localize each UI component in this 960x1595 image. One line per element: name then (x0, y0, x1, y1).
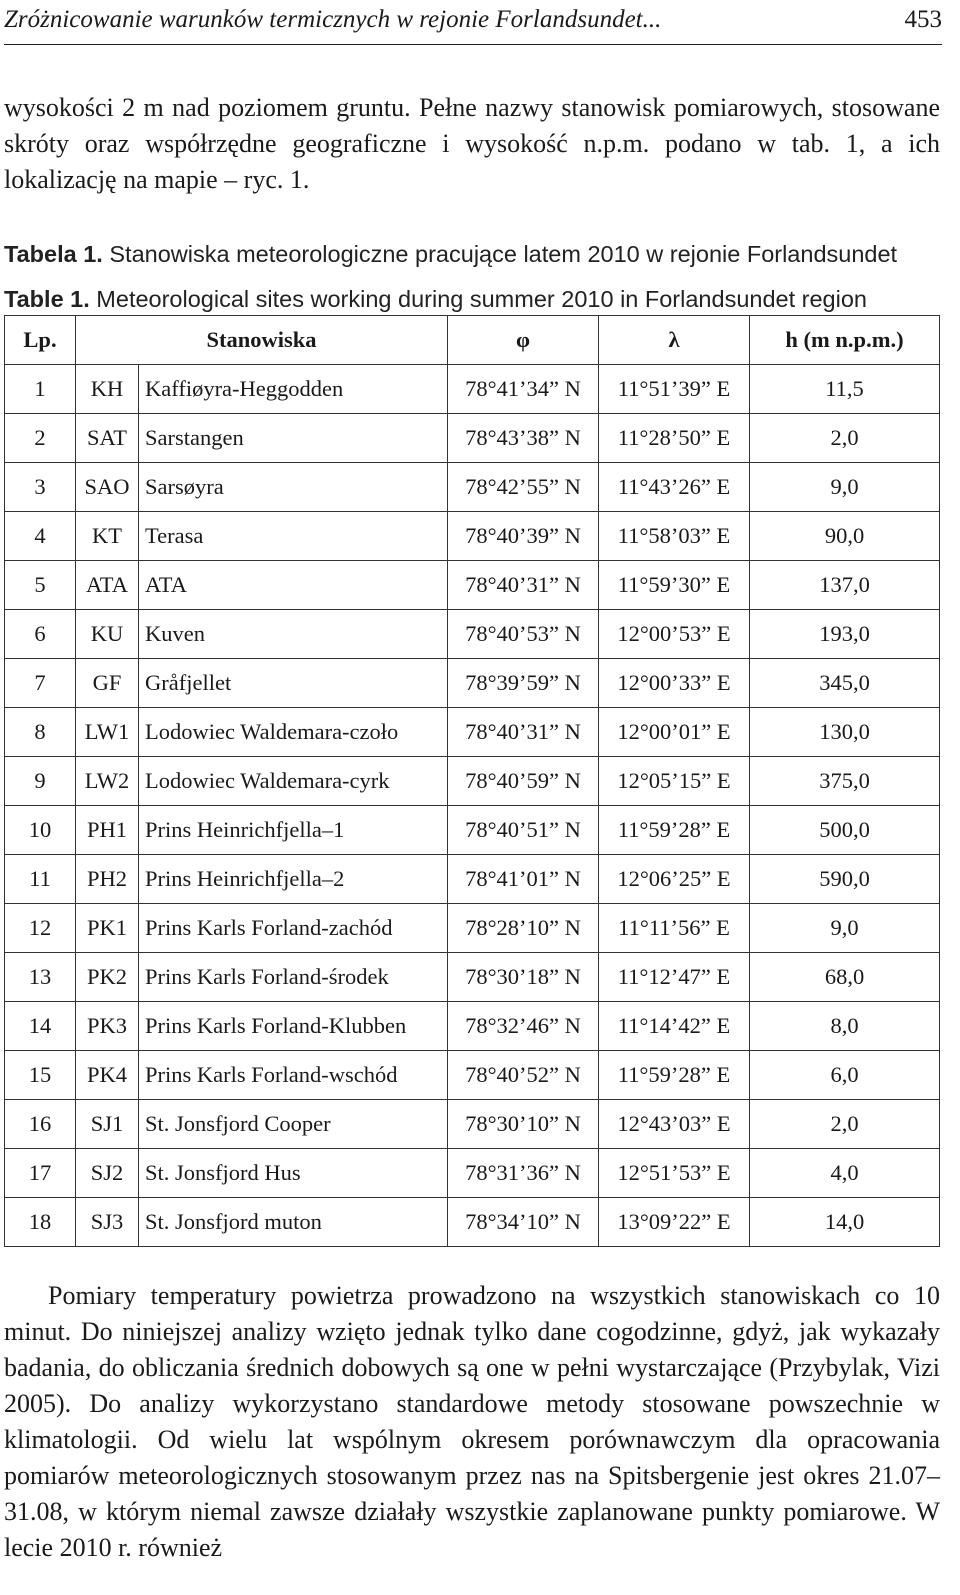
cell-station-name: St. Jonsfjord muton (139, 1198, 448, 1247)
cell-station-name: Gråfjellet (139, 659, 448, 708)
header-divider (4, 44, 942, 45)
header-longitude: λ (599, 316, 750, 365)
cell-latitude: 78°30’18” N (448, 953, 599, 1002)
cell-longitude: 12°51’53” E (599, 1149, 750, 1198)
cell-longitude: 11°28’50” E (599, 414, 750, 463)
header-height: h (m n.p.m.) (750, 316, 940, 365)
caption-english-label: Table 1. (4, 286, 90, 312)
cell-latitude: 78°42’55” N (448, 463, 599, 512)
cell-lp: 2 (5, 414, 76, 463)
cell-abbreviation: PK2 (76, 953, 139, 1002)
cell-lp: 14 (5, 1002, 76, 1051)
cell-latitude: 78°39’59” N (448, 659, 599, 708)
cell-abbreviation: GF (76, 659, 139, 708)
table-row (5, 365, 940, 414)
cell-latitude: 78°34’10” N (448, 1198, 599, 1247)
table-row (5, 414, 940, 463)
table-header (5, 316, 940, 365)
cell-height: 9,0 (750, 463, 940, 512)
cell-longitude: 12°00’33” E (599, 659, 750, 708)
cell-station-name: Kaffiøyra-Heggodden (139, 365, 448, 414)
cell-latitude: 78°32’46” N (448, 1002, 599, 1051)
cell-height: 68,0 (750, 953, 940, 1002)
header-stations: Stanowiska (76, 316, 448, 365)
caption-polish-label: Tabela 1. (4, 241, 103, 267)
cell-lp: 16 (5, 1100, 76, 1149)
cell-longitude: 11°14’42” E (599, 1002, 750, 1051)
table-row (5, 855, 940, 904)
cell-longitude: 11°58’03” E (599, 512, 750, 561)
cell-station-name: Prins Karls Forland-wschód (139, 1051, 448, 1100)
cell-latitude: 78°40’39” N (448, 512, 599, 561)
cell-longitude: 11°43’26” E (599, 463, 750, 512)
cell-lp: 15 (5, 1051, 76, 1100)
cell-latitude: 78°30’10” N (448, 1100, 599, 1149)
cell-abbreviation: PK4 (76, 1051, 139, 1100)
cell-lp: 3 (5, 463, 76, 512)
cell-longitude: 11°59’28” E (599, 1051, 750, 1100)
cell-station-name: Prins Heinrichfjella–2 (139, 855, 448, 904)
cell-station-name: Sarsøyra (139, 463, 448, 512)
cell-latitude: 78°40’31” N (448, 708, 599, 757)
cell-height: 137,0 (750, 561, 940, 610)
cell-abbreviation: PK1 (76, 904, 139, 953)
cell-station-name: Prins Karls Forland-zachód (139, 904, 448, 953)
cell-abbreviation: LW1 (76, 708, 139, 757)
table-row (5, 904, 940, 953)
cell-lp: 7 (5, 659, 76, 708)
cell-latitude: 78°41’01” N (448, 855, 599, 904)
header-lp: Lp. (5, 316, 76, 365)
cell-station-name: Kuven (139, 610, 448, 659)
table-row (5, 1149, 940, 1198)
cell-station-name: St. Jonsfjord Hus (139, 1149, 448, 1198)
cell-longitude: 12°05’15” E (599, 757, 750, 806)
cell-height: 9,0 (750, 904, 940, 953)
cell-latitude: 78°31’36” N (448, 1149, 599, 1198)
cell-height: 130,0 (750, 708, 940, 757)
cell-abbreviation: SJ2 (76, 1149, 139, 1198)
table-row (5, 659, 940, 708)
cell-lp: 1 (5, 365, 76, 414)
cell-abbreviation: SAT (76, 414, 139, 463)
cell-longitude: 11°59’28” E (599, 806, 750, 855)
table-row (5, 806, 940, 855)
cell-longitude: 11°51’39” E (599, 365, 750, 414)
cell-station-name: St. Jonsfjord Cooper (139, 1100, 448, 1149)
cell-abbreviation: SJ3 (76, 1198, 139, 1247)
running-header (4, 0, 942, 40)
cell-height: 2,0 (750, 414, 940, 463)
cell-abbreviation: ATA (76, 561, 139, 610)
cell-longitude: 13°09’22” E (599, 1198, 750, 1247)
cell-longitude: 11°12’47” E (599, 953, 750, 1002)
body-text: Pomiary temperatury powietrza prowadzono na wszystkich stanowiskach co 10 minut. Do niniejszej analizy wzięto jednak tylko dane cogodzinne, gdyż, jak wykazały badania, do obliczania średnich dobowych są one w pełni wystarczające (Przybylak, Vizi 2005). Do analizy wykorzystano standardowe metody stosowane powszechnie w klimatologii. Od wielu lat wspólnym okresem porównawczym dla opracowania pomiarów meteorologicznych stosowanym przez nas na Spitsbergenie jest okres 21.07–31.08, w którym niemal zawsze działały wszystkie zaplanowane punkty pomiarowe. W lecie 2010 r. również (4, 1281, 940, 1562)
cell-lp: 11 (5, 855, 76, 904)
table-row (5, 1100, 940, 1149)
cell-lp: 6 (5, 610, 76, 659)
cell-latitude: 78°41’34” N (448, 365, 599, 414)
cell-height: 14,0 (750, 1198, 940, 1247)
cell-abbreviation: PK3 (76, 1002, 139, 1051)
intro-paragraph (4, 90, 940, 198)
cell-lp: 12 (5, 904, 76, 953)
cell-longitude: 12°00’53” E (599, 610, 750, 659)
table-row (5, 1002, 940, 1051)
cell-height: 590,0 (750, 855, 940, 904)
cell-latitude: 78°40’53” N (448, 610, 599, 659)
header-latitude: φ (448, 316, 599, 365)
cell-station-name: Sarstangen (139, 414, 448, 463)
stations-table (4, 315, 940, 1247)
cell-abbreviation: LW2 (76, 757, 139, 806)
table-row (5, 512, 940, 561)
table-caption (4, 232, 944, 322)
table-row (5, 708, 940, 757)
table-row (5, 953, 940, 1002)
running-title: Zróżnicowanie warunków termicznych w rejonie Forlandsundet... (4, 6, 662, 33)
table-row (5, 1198, 940, 1247)
cell-longitude: 11°11’56” E (599, 904, 750, 953)
cell-lp: 17 (5, 1149, 76, 1198)
cell-station-name: Prins Karls Forland-środek (139, 953, 448, 1002)
cell-abbreviation: KH (76, 365, 139, 414)
cell-lp: 4 (5, 512, 76, 561)
cell-abbreviation: SJ1 (76, 1100, 139, 1149)
cell-lp: 8 (5, 708, 76, 757)
table-body (5, 365, 940, 1247)
cell-height: 345,0 (750, 659, 940, 708)
cell-station-name: Prins Heinrichfjella–1 (139, 806, 448, 855)
cell-lp: 18 (5, 1198, 76, 1247)
cell-latitude: 78°40’52” N (448, 1051, 599, 1100)
cell-longitude: 11°59’30” E (599, 561, 750, 610)
header-row (5, 316, 940, 365)
cell-latitude: 78°40’51” N (448, 806, 599, 855)
cell-abbreviation: PH2 (76, 855, 139, 904)
page-number: 453 (904, 6, 942, 33)
cell-longitude: 12°43’03” E (599, 1100, 750, 1149)
body-paragraph (4, 1278, 940, 1566)
caption-english-text: Meteorological sites working during summer 2010 in Forlandsundet region (96, 286, 867, 312)
cell-height: 11,5 (750, 365, 940, 414)
intro-text: wysokości 2 m nad poziomem gruntu. Pełne nazwy stanowisk pomiarowych, stosowane skróty oraz współrzędne geograficzne i wysokość n.p.m. podano w tab. 1, a ich lokalizację na mapie – ryc. 1. (4, 93, 940, 194)
cell-latitude: 78°40’31” N (448, 561, 599, 610)
cell-lp: 10 (5, 806, 76, 855)
table-row (5, 1051, 940, 1100)
cell-longitude: 12°00’01” E (599, 708, 750, 757)
cell-height: 90,0 (750, 512, 940, 561)
cell-station-name: Prins Karls Forland-Klubben (139, 1002, 448, 1051)
cell-height: 4,0 (750, 1149, 940, 1198)
cell-abbreviation: PH1 (76, 806, 139, 855)
cell-station-name: Terasa (139, 512, 448, 561)
cell-lp: 9 (5, 757, 76, 806)
cell-latitude: 78°43’38” N (448, 414, 599, 463)
cell-height: 8,0 (750, 1002, 940, 1051)
caption-polish-text: Stanowiska meteorologiczne pracujące latem 2010 w rejonie Forlandsundet (109, 241, 898, 267)
cell-height: 193,0 (750, 610, 940, 659)
cell-latitude: 78°40’59” N (448, 757, 599, 806)
cell-lp: 13 (5, 953, 76, 1002)
cell-height: 2,0 (750, 1100, 940, 1149)
cell-abbreviation: KT (76, 512, 139, 561)
cell-lp: 5 (5, 561, 76, 610)
table-row (5, 561, 940, 610)
table-row (5, 610, 940, 659)
cell-abbreviation: KU (76, 610, 139, 659)
cell-station-name: Lodowiec Waldemara-cyrk (139, 757, 448, 806)
cell-height: 375,0 (750, 757, 940, 806)
caption-polish (4, 232, 944, 277)
cell-station-name: Lodowiec Waldemara-czoło (139, 708, 448, 757)
cell-height: 500,0 (750, 806, 940, 855)
cell-latitude: 78°28’10” N (448, 904, 599, 953)
cell-height: 6,0 (750, 1051, 940, 1100)
table-row (5, 757, 940, 806)
cell-station-name: ATA (139, 561, 448, 610)
cell-longitude: 12°06’25” E (599, 855, 750, 904)
cell-abbreviation: SAO (76, 463, 139, 512)
table-row (5, 463, 940, 512)
